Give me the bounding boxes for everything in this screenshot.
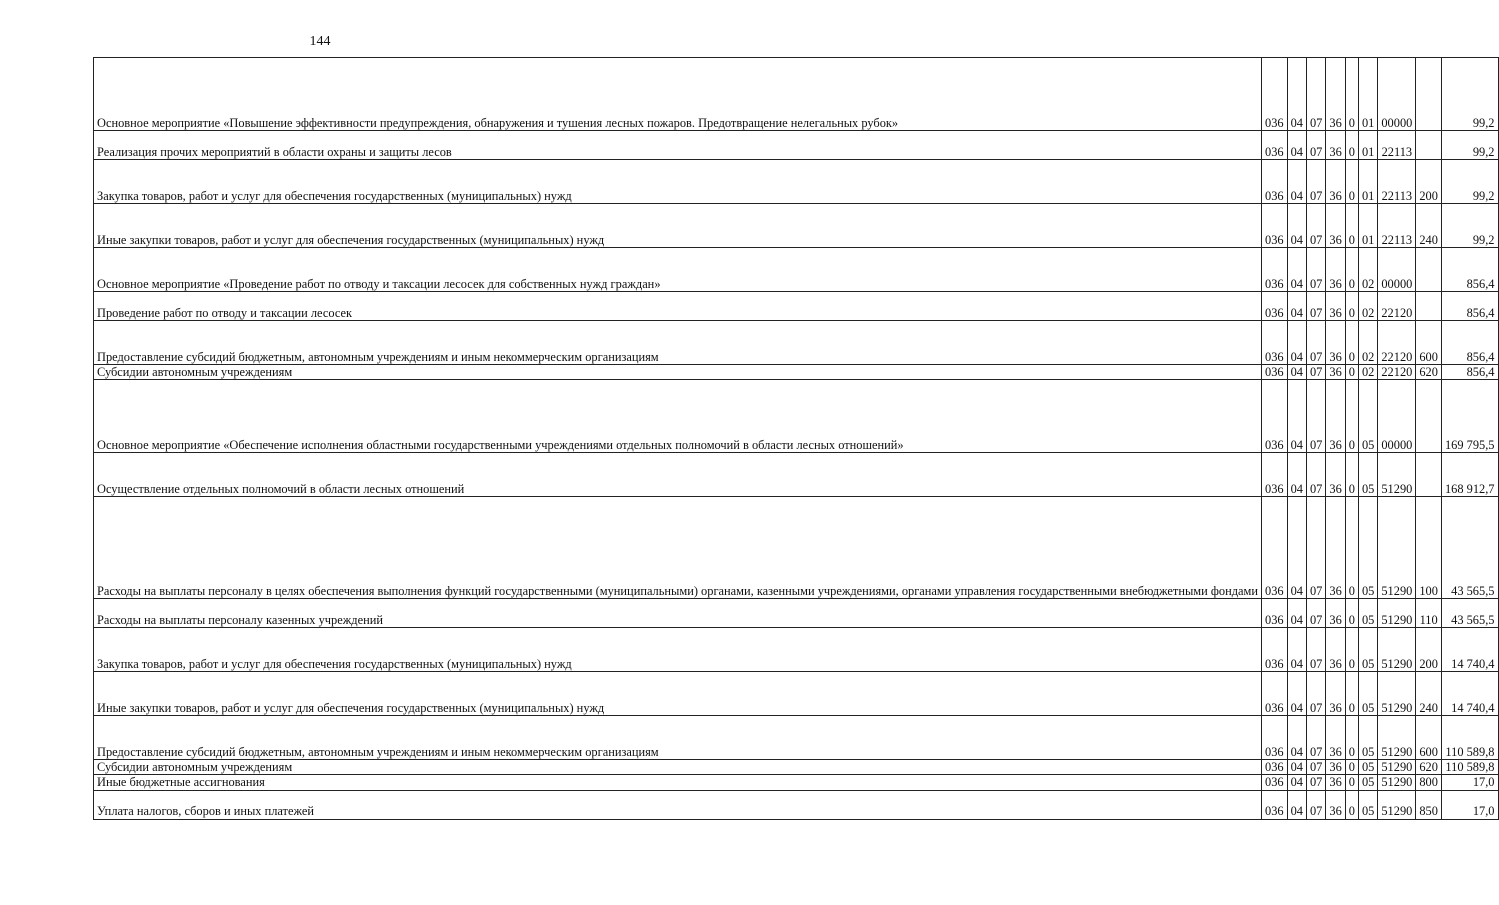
- section-code-cell: 04: [1287, 453, 1306, 497]
- program-code-cell: 36: [1326, 628, 1345, 672]
- amount-cell: 169 795,5: [1441, 380, 1498, 453]
- section-code-cell: 04: [1287, 365, 1306, 380]
- section-code-cell: 04: [1287, 292, 1306, 321]
- subprogram-code-cell: 0: [1345, 160, 1358, 204]
- item-name-cell: Основное мероприятие «Повышение эффективности предупреждения, обнаружения и тушения лесных пожаров. Предотвращение нелегальных рубок»: [94, 58, 1262, 131]
- subsection-code-cell: 07: [1306, 775, 1325, 790]
- subprogram-code-cell: 0: [1345, 292, 1358, 321]
- event-code-cell: 05: [1358, 599, 1377, 628]
- expense-type-cell: 240: [1416, 672, 1442, 716]
- direction-code-cell: 51290: [1378, 775, 1416, 790]
- section-code-cell: 04: [1287, 628, 1306, 672]
- ministry-code-cell: 036: [1262, 453, 1288, 497]
- program-code-cell: 36: [1326, 131, 1345, 160]
- direction-code-cell: 22113: [1378, 204, 1416, 248]
- subprogram-code-cell: 0: [1345, 58, 1358, 131]
- section-code-cell: 04: [1287, 672, 1306, 716]
- event-code-cell: 01: [1358, 160, 1377, 204]
- subsection-code-cell: 07: [1306, 716, 1325, 760]
- table-row: [94, 760, 1499, 775]
- expense-type-cell: 600: [1416, 716, 1442, 760]
- subsection-code-cell: 07: [1306, 365, 1325, 380]
- program-code-cell: 36: [1326, 365, 1345, 380]
- item-name-cell: Предоставление субсидий бюджетным, автономным учреждениям и иным некоммерческим организациям: [94, 321, 1262, 365]
- ministry-code-cell: 036: [1262, 248, 1288, 292]
- amount-cell: 110 589,8: [1441, 716, 1498, 760]
- amount-cell: 43 565,5: [1441, 497, 1498, 599]
- subprogram-code-cell: 0: [1345, 453, 1358, 497]
- table-row: [94, 775, 1499, 790]
- section-code-cell: 04: [1287, 497, 1306, 599]
- table-row: [94, 131, 1499, 160]
- item-name-cell: Предоставление субсидий бюджетным, автономным учреждениям и иным некоммерческим организациям: [94, 716, 1262, 760]
- subsection-code-cell: 07: [1306, 292, 1325, 321]
- expense-type-cell: 110: [1416, 599, 1442, 628]
- direction-code-cell: 51290: [1378, 672, 1416, 716]
- budget-table: [93, 57, 1499, 820]
- amount-cell: 14 740,4: [1441, 672, 1498, 716]
- event-code-cell: 01: [1358, 131, 1377, 160]
- item-name-cell: Расходы на выплаты персоналу казенных учреждений: [94, 599, 1262, 628]
- ministry-code-cell: 036: [1262, 628, 1288, 672]
- amount-cell: 14 740,4: [1441, 628, 1498, 672]
- expense-type-cell: 800: [1416, 775, 1442, 790]
- table-row: [94, 628, 1499, 672]
- item-name-cell: Иные закупки товаров, работ и услуг для обеспечения государственных (муниципальных) нужд: [94, 204, 1262, 248]
- item-name-cell: Реализация прочих мероприятий в области охраны и защиты лесов: [94, 131, 1262, 160]
- table-row: [94, 292, 1499, 321]
- ministry-code-cell: 036: [1262, 160, 1288, 204]
- ministry-code-cell: 036: [1262, 365, 1288, 380]
- event-code-cell: 02: [1358, 365, 1377, 380]
- item-name-cell: Основное мероприятие «Проведение работ по отводу и таксации лесосек для собственных нужд граждан»: [94, 248, 1262, 292]
- amount-cell: 99,2: [1441, 204, 1498, 248]
- subsection-code-cell: 07: [1306, 58, 1325, 131]
- table-row: [94, 160, 1499, 204]
- section-code-cell: 04: [1287, 248, 1306, 292]
- program-code-cell: 36: [1326, 599, 1345, 628]
- ministry-code-cell: 036: [1262, 599, 1288, 628]
- expense-type-cell: [1416, 58, 1442, 131]
- subsection-code-cell: 07: [1306, 790, 1325, 819]
- program-code-cell: 36: [1326, 248, 1345, 292]
- direction-code-cell: 00000: [1378, 248, 1416, 292]
- amount-cell: 99,2: [1441, 160, 1498, 204]
- section-code-cell: 04: [1287, 599, 1306, 628]
- ministry-code-cell: 036: [1262, 775, 1288, 790]
- amount-cell: 110 589,8: [1441, 760, 1498, 775]
- direction-code-cell: 51290: [1378, 790, 1416, 819]
- event-code-cell: 02: [1358, 321, 1377, 365]
- program-code-cell: 36: [1326, 380, 1345, 453]
- program-code-cell: 36: [1326, 58, 1345, 131]
- table-row: [94, 380, 1499, 453]
- item-name-cell: Уплата налогов, сборов и иных платежей: [94, 790, 1262, 819]
- expense-type-cell: 240: [1416, 204, 1442, 248]
- program-code-cell: 36: [1326, 672, 1345, 716]
- ministry-code-cell: 036: [1262, 58, 1288, 131]
- amount-cell: 17,0: [1441, 775, 1498, 790]
- event-code-cell: 05: [1358, 628, 1377, 672]
- section-code-cell: 04: [1287, 760, 1306, 775]
- direction-code-cell: 51290: [1378, 497, 1416, 599]
- subprogram-code-cell: 0: [1345, 321, 1358, 365]
- amount-cell: 856,4: [1441, 248, 1498, 292]
- ministry-code-cell: 036: [1262, 204, 1288, 248]
- section-code-cell: 04: [1287, 321, 1306, 365]
- item-name-cell: Иные бюджетные ассигнования: [94, 775, 1262, 790]
- table-row: [94, 453, 1499, 497]
- expense-type-cell: 620: [1416, 365, 1442, 380]
- subsection-code-cell: 07: [1306, 628, 1325, 672]
- expense-type-cell: [1416, 131, 1442, 160]
- table-row: [94, 248, 1499, 292]
- subsection-code-cell: 07: [1306, 599, 1325, 628]
- section-code-cell: 04: [1287, 204, 1306, 248]
- table-row: [94, 204, 1499, 248]
- table-row: [94, 58, 1499, 131]
- event-code-cell: 05: [1358, 716, 1377, 760]
- table-row: [94, 497, 1499, 599]
- table-row: [94, 365, 1499, 380]
- item-name-cell: Закупка товаров, работ и услуг для обеспечения государственных (муниципальных) нужд: [94, 628, 1262, 672]
- direction-code-cell: 51290: [1378, 716, 1416, 760]
- event-code-cell: 01: [1358, 204, 1377, 248]
- subsection-code-cell: 07: [1306, 160, 1325, 204]
- section-code-cell: 04: [1287, 790, 1306, 819]
- table-row: [94, 321, 1499, 365]
- program-code-cell: 36: [1326, 292, 1345, 321]
- subsection-code-cell: 07: [1306, 672, 1325, 716]
- ministry-code-cell: 036: [1262, 672, 1288, 716]
- subsection-code-cell: 07: [1306, 131, 1325, 160]
- expense-type-cell: 100: [1416, 497, 1442, 599]
- program-code-cell: 36: [1326, 204, 1345, 248]
- table-row: [94, 599, 1499, 628]
- program-code-cell: 36: [1326, 453, 1345, 497]
- amount-cell: 856,4: [1441, 365, 1498, 380]
- item-name-cell: Проведение работ по отводу и таксации лесосек: [94, 292, 1262, 321]
- item-name-cell: Расходы на выплаты персоналу в целях обеспечения выполнения функций государственными (муниципальными) органами, казенными учреждениями, органами управления государственными внебюджетными фондами: [94, 497, 1262, 599]
- table-row: [94, 790, 1499, 819]
- program-code-cell: 36: [1326, 497, 1345, 599]
- table-row: [94, 672, 1499, 716]
- subprogram-code-cell: 0: [1345, 131, 1358, 160]
- amount-cell: 856,4: [1441, 321, 1498, 365]
- amount-cell: 99,2: [1441, 58, 1498, 131]
- direction-code-cell: 00000: [1378, 380, 1416, 453]
- ministry-code-cell: 036: [1262, 760, 1288, 775]
- section-code-cell: 04: [1287, 380, 1306, 453]
- program-code-cell: 36: [1326, 760, 1345, 775]
- program-code-cell: 36: [1326, 321, 1345, 365]
- ministry-code-cell: 036: [1262, 716, 1288, 760]
- ministry-code-cell: 036: [1262, 380, 1288, 453]
- event-code-cell: 05: [1358, 672, 1377, 716]
- subprogram-code-cell: 0: [1345, 248, 1358, 292]
- expense-type-cell: [1416, 292, 1442, 321]
- section-code-cell: 04: [1287, 160, 1306, 204]
- direction-code-cell: 51290: [1378, 628, 1416, 672]
- expense-type-cell: 850: [1416, 790, 1442, 819]
- direction-code-cell: 22120: [1378, 321, 1416, 365]
- expense-type-cell: 600: [1416, 321, 1442, 365]
- ministry-code-cell: 036: [1262, 131, 1288, 160]
- amount-cell: 99,2: [1441, 131, 1498, 160]
- subprogram-code-cell: 0: [1345, 628, 1358, 672]
- amount-cell: 43 565,5: [1441, 599, 1498, 628]
- item-name-cell: Субсидии автономным учреждениям: [94, 760, 1262, 775]
- subprogram-code-cell: 0: [1345, 775, 1358, 790]
- event-code-cell: 05: [1358, 380, 1377, 453]
- program-code-cell: 36: [1326, 716, 1345, 760]
- program-code-cell: 36: [1326, 160, 1345, 204]
- ministry-code-cell: 036: [1262, 292, 1288, 321]
- item-name-cell: Субсидии автономным учреждениям: [94, 365, 1262, 380]
- section-code-cell: 04: [1287, 775, 1306, 790]
- table-row: [94, 716, 1499, 760]
- amount-cell: 168 912,7: [1441, 453, 1498, 497]
- subprogram-code-cell: 0: [1345, 380, 1358, 453]
- table-body: [94, 58, 1499, 820]
- item-name-cell: Иные закупки товаров, работ и услуг для обеспечения государственных (муниципальных) нужд: [94, 672, 1262, 716]
- direction-code-cell: 22120: [1378, 365, 1416, 380]
- section-code-cell: 04: [1287, 131, 1306, 160]
- amount-cell: 17,0: [1441, 790, 1498, 819]
- event-code-cell: 05: [1358, 790, 1377, 819]
- page-number: 144: [309, 34, 331, 49]
- expense-type-cell: 200: [1416, 160, 1442, 204]
- subsection-code-cell: 07: [1306, 453, 1325, 497]
- item-name-cell: Основное мероприятие «Обеспечение исполнения областными государственными учреждениями отдельных полномочий в области лесных отношений»: [94, 380, 1262, 453]
- expense-type-cell: 200: [1416, 628, 1442, 672]
- subprogram-code-cell: 0: [1345, 716, 1358, 760]
- ministry-code-cell: 036: [1262, 321, 1288, 365]
- subsection-code-cell: 07: [1306, 321, 1325, 365]
- subprogram-code-cell: 0: [1345, 204, 1358, 248]
- expense-type-cell: [1416, 453, 1442, 497]
- subsection-code-cell: 07: [1306, 248, 1325, 292]
- subprogram-code-cell: 0: [1345, 790, 1358, 819]
- direction-code-cell: 00000: [1378, 58, 1416, 131]
- direction-code-cell: 51290: [1378, 599, 1416, 628]
- event-code-cell: 05: [1358, 497, 1377, 599]
- direction-code-cell: 22113: [1378, 160, 1416, 204]
- program-code-cell: 36: [1326, 790, 1345, 819]
- subsection-code-cell: 07: [1306, 204, 1325, 248]
- event-code-cell: 05: [1358, 760, 1377, 775]
- subprogram-code-cell: 0: [1345, 760, 1358, 775]
- expense-type-cell: 620: [1416, 760, 1442, 775]
- ministry-code-cell: 036: [1262, 790, 1288, 819]
- subprogram-code-cell: 0: [1345, 365, 1358, 380]
- subprogram-code-cell: 0: [1345, 599, 1358, 628]
- subsection-code-cell: 07: [1306, 760, 1325, 775]
- event-code-cell: 05: [1358, 453, 1377, 497]
- direction-code-cell: 51290: [1378, 760, 1416, 775]
- direction-code-cell: 22113: [1378, 131, 1416, 160]
- direction-code-cell: 51290: [1378, 453, 1416, 497]
- event-code-cell: 02: [1358, 292, 1377, 321]
- subsection-code-cell: 07: [1306, 380, 1325, 453]
- event-code-cell: 02: [1358, 248, 1377, 292]
- ministry-code-cell: 036: [1262, 497, 1288, 599]
- event-code-cell: 05: [1358, 775, 1377, 790]
- section-code-cell: 04: [1287, 716, 1306, 760]
- direction-code-cell: 22120: [1378, 292, 1416, 321]
- subprogram-code-cell: 0: [1345, 497, 1358, 599]
- section-code-cell: 04: [1287, 58, 1306, 131]
- program-code-cell: 36: [1326, 775, 1345, 790]
- expense-type-cell: [1416, 380, 1442, 453]
- subsection-code-cell: 07: [1306, 497, 1325, 599]
- item-name-cell: Осуществление отдельных полномочий в области лесных отношений: [94, 453, 1262, 497]
- amount-cell: 856,4: [1441, 292, 1498, 321]
- event-code-cell: 01: [1358, 58, 1377, 131]
- subprogram-code-cell: 0: [1345, 672, 1358, 716]
- item-name-cell: Закупка товаров, работ и услуг для обеспечения государственных (муниципальных) нужд: [94, 160, 1262, 204]
- expense-type-cell: [1416, 248, 1442, 292]
